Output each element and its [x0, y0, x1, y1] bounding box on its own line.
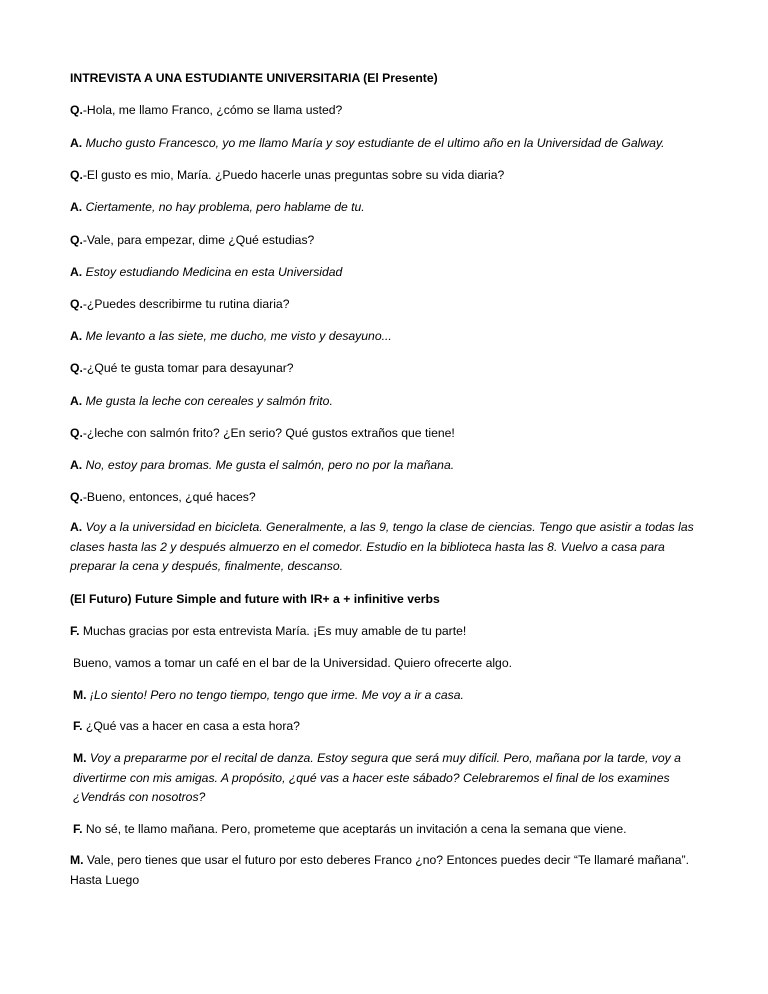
- line-text: -¿Puedes describirme tu rutina diaria?: [82, 297, 290, 311]
- answer-1: [70, 134, 710, 154]
- speaker-label: A.: [70, 200, 83, 214]
- line-text: Vale, pero tienes que usar el futuro por esto deberes Franco ¿no? Entonces puedes decir “Te llamaré mañana”. Hasta Luego: [70, 853, 689, 887]
- speaker-label: Q.: [70, 490, 83, 504]
- line-text: Mucho gusto Francesco, yo me llamo María y soy estudiante de el ultimo año en la Universidad de Galway.: [82, 136, 665, 150]
- speaker-label: A.: [70, 265, 83, 279]
- line-text: -El gusto es mio, María. ¿Puedo hacerle unas preguntas sobre su vida diaria?: [82, 168, 505, 182]
- document-title: INTREVISTA A UNA ESTUDIANTE UNIVERSITARIA (El Presente): [70, 71, 438, 85]
- f-line-3: [73, 717, 713, 737]
- speaker-label: A.: [70, 520, 83, 534]
- m-line-1: [73, 686, 713, 706]
- m-line-3: [70, 851, 710, 890]
- line-text: ¡Lo siento! Pero no tengo tiempo, tengo que irme. Me voy a ir a casa.: [86, 688, 464, 702]
- speaker-label: A.: [70, 136, 83, 150]
- line-text: -Vale, para empezar, dime ¿Qué estudias?: [82, 233, 315, 247]
- question-7: [70, 488, 710, 508]
- section-heading-future: (El Futuro) Future Simple and future with IR+ a + infinitive verbs: [70, 592, 440, 606]
- line-text: No, estoy para bromas. Me gusta el salmón, pero no por la mañana.: [82, 458, 455, 472]
- speaker-label: A.: [70, 458, 83, 472]
- question-4: [70, 295, 710, 315]
- speaker-label: M.: [70, 853, 84, 867]
- question-5: [70, 359, 710, 379]
- speaker-label: F.: [73, 719, 83, 733]
- answer-2: [70, 198, 710, 218]
- speaker-label: Q.: [70, 168, 83, 182]
- line-text: Estoy estudiando Medicina en esta Universidad: [82, 265, 343, 279]
- f-line-1: [70, 622, 710, 642]
- answer-4: [70, 327, 710, 347]
- answer-5: [70, 392, 710, 412]
- line-text: -Hola, me llamo Franco, ¿cómo se llama usted?: [82, 103, 343, 117]
- speaker-label: Q.: [70, 233, 83, 247]
- speaker-label: F.: [73, 822, 83, 836]
- line-text: No sé, te llamo mañana. Pero, prometeme que aceptarás un invitación a cena la semana que viene.: [82, 822, 627, 836]
- speaker-label: M.: [73, 751, 87, 765]
- speaker-label: A.: [70, 329, 83, 343]
- speaker-label: Q.: [70, 297, 83, 311]
- line-text: -¿Qué te gusta tomar para desayunar?: [82, 361, 294, 375]
- line-text: ¿Qué vas a hacer en casa a esta hora?: [82, 719, 300, 733]
- question-3: [70, 231, 710, 251]
- speaker-label: A.: [70, 394, 83, 408]
- line-text: Ciertamente, no hay problema, pero hablame de tu.: [82, 200, 365, 214]
- speaker-label: Q.: [70, 103, 83, 117]
- speaker-label: M.: [73, 688, 87, 702]
- answer-3: [70, 263, 710, 283]
- answer-7: [70, 518, 710, 577]
- line-text: Voy a la universidad en bicicleta. Generalmente, a las 9, tengo la clase de ciencias. Tengo que asistir a todas las clases hasta las 2 y después almuerzo en el comedor. Estudio en la biblioteca hasta las 8. Vuelvo a casa para preparar la cena y después, finalmente, descanso.: [70, 520, 694, 573]
- line-text: -¿leche con salmón frito? ¿En serio? Qué gustos extraños que tiene!: [82, 426, 455, 440]
- speaker-label: F.: [70, 624, 80, 638]
- question-2: [70, 166, 710, 186]
- question-1: [70, 101, 710, 121]
- f-line-2: [73, 654, 713, 674]
- line-text: Me gusta la leche con cereales y salmón frito.: [82, 394, 333, 408]
- line-text: Muchas gracias por esta entrevista María. ¡Es muy amable de tu parte!: [79, 624, 467, 638]
- question-6: [70, 424, 710, 444]
- line-text: Me levanto a las siete, me ducho, me visto y desayuno...: [82, 329, 392, 343]
- line-text: -Bueno, entonces, ¿qué haces?: [82, 490, 256, 504]
- line-text: Bueno, vamos a tomar un café en el bar de la Universidad. Quiero ofrecerte algo.: [73, 656, 512, 670]
- speaker-label: Q.: [70, 426, 83, 440]
- m-line-2: [73, 749, 713, 808]
- answer-6: [70, 456, 710, 476]
- speaker-label: Q.: [70, 361, 83, 375]
- f-line-4: [73, 820, 713, 840]
- line-text: Voy a prepararme por el recital de danza. Estoy segura que será muy difícil. Pero, mañana por la tarde, voy a divertirme con mis amigas. A propósito, ¿qué vas a hacer este sábado? Celebraremos el final de los examines ¿Vendrás con nosotros?: [73, 751, 681, 804]
